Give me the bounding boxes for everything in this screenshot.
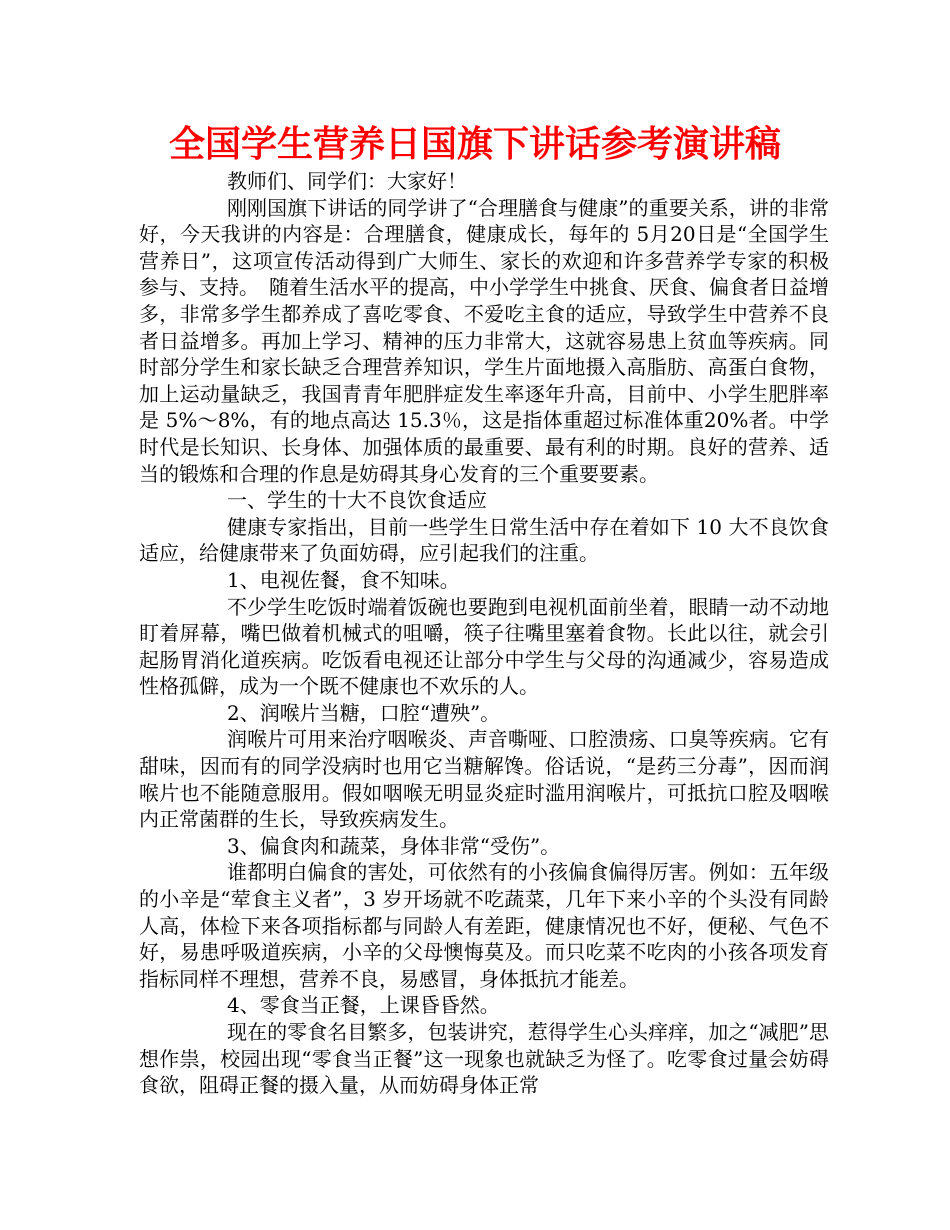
section-heading: 一、学生的十大不良饮食适应 [227,488,487,513]
item-heading-1: 1、电视佐餐，食不知味。 [227,567,460,592]
intro-paragraph: 刚刚国旗下讲话的同学讲了“合理膳食与健康”的重要关系，讲的非常好，今天我讲的内容是：合理膳食，健康成长，每年的 5月20日是“全国学生营养日”，这项宣传活动得到广大师生、家长的欢迎和许多营养学专家的积极参与、支持。 随着生活水平的提高，中小学学生中挑食、厌食、偏食者日益增多，非常多学生都养成了喜吃零食、不爱吃主食的适应，导致学生中营养不良者日益增多。再加上学习、精神的压力非常大，这就容易患上贫血等疾病。同时部分学生和家长缺乏合理营养知识，学生片面地摄入高脂肪、高蛋白食物，加上运动量缺乏，我国青青年肥胖症发生率逐年升高，目前中、小学生肥胖率是 5%～8%，有的地点高达 15.3％，这是指体重超过标准体重20%者。中学时代是长知识、长身体、加强体质的最重要、最有利的时期。良好的营养、适当的锻炼和合理的作息是妨碍其身心发育的三个重要要素。 [139,195,829,486]
item-paragraph-4: 现在的零食名目繁多，包装讲究，惹得学生心头痒痒，加之“减肥”思想作祟，校园出现“零食当正餐”这一现象也就缺乏为怪了。吃零食过量会妨碍食欲，阻碍正餐的摄入量，从而妨碍身体正常 [139,1020,829,1098]
item-paragraph-3: 谁都明白偏食的害处，可依然有的小孩偏食偏得厉害。例如：五年级的小辛是“荤食主义者”，3 岁开场就不吃蔬菜，几年下来小辛的个头没有同龄人高，体检下来各项指标都与同龄人有差距，健康情况也不好，便秘、气色不好，易患呼吸道疾病，小辛的父母懊悔莫及。而只吃菜不吃肉的小孩各项发育指标同样不理想，营养不良，易感冒，身体抵抗才能差。 [139,860,829,991]
document-body [139,168,829,1099]
item-paragraph-1: 不少学生吃饭时端着饭碗也要跑到电视机面前坐着，眼睛一动不动地盯着屏幕，嘴巴做着机械式的咀嚼，筷子往嘴里塞着食物。长此以往，就会引起肠胃消化道疾病。吃饭看电视还让部分中学生与父母的沟通减少，容易造成性格孤僻，成为一个既不健康也不欢乐的人。 [139,594,829,699]
document-title: 全国学生营养日国旗下讲话参考演讲稿 [168,124,781,165]
greeting-paragraph: 教师们、同学们：大家好！ [227,169,467,193]
item-heading-2: 2、润喉片当糖，口腔“遭殃”。 [227,700,501,725]
item-heading-4: 4、零食当正餐，上课昏昏然。 [227,993,500,1018]
section-intro-paragraph: 健康专家指出，目前一些学生日常生活中存在着如下 10 大不良饮食适应，给健康带来了负面妨碍，应引起我们的注重。 [139,514,829,566]
item-heading-3: 3、偏食肉和蔬菜，身体非常“受伤”。 [227,833,561,858]
item-paragraph-2: 润喉片可用来治疗咽喉炎、声音嘶哑、口腔溃疡、口臭等疾病。它有甜味，因而有的同学没病时也用它当糖解馋。俗话说，“是药三分毒”，因而润喉片也不能随意服用。假如咽喉无明显炎症时滥用润喉片，可抵抗口腔及咽喉内正常菌群的生长，导致疾病发生。 [139,727,829,832]
